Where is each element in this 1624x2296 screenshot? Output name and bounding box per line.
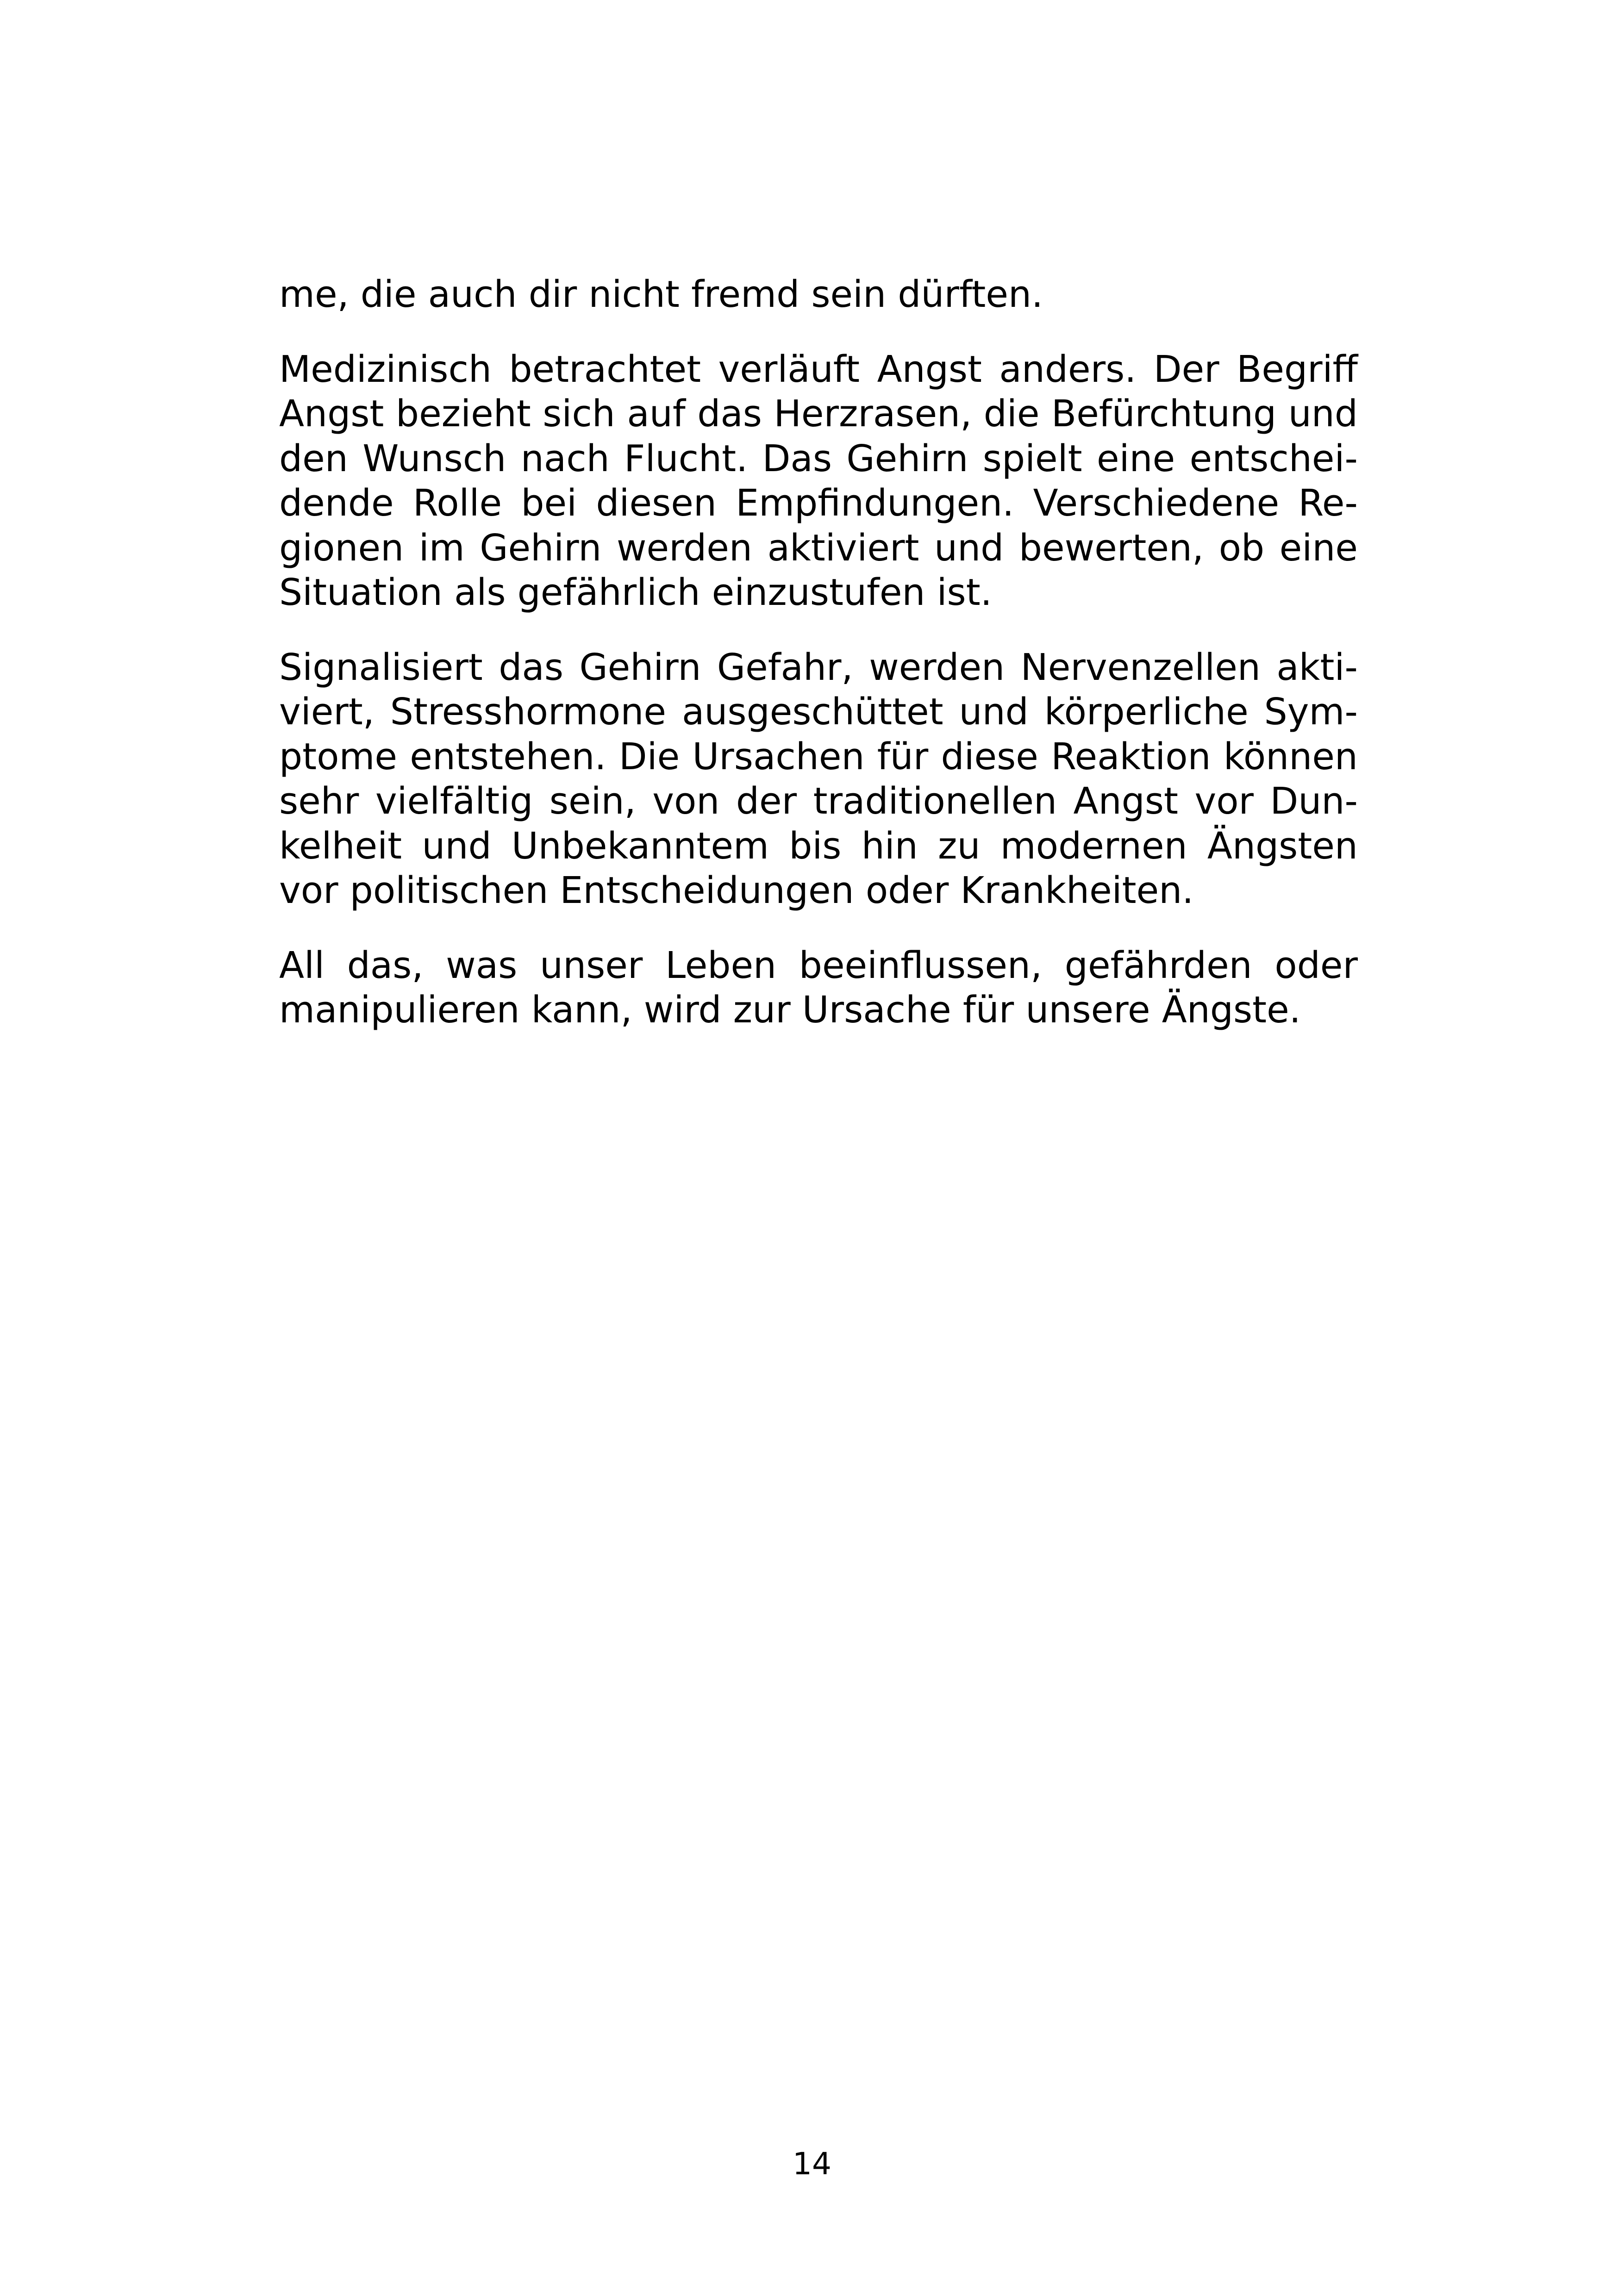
paragraph-brain-signal: [279, 645, 1358, 913]
text-line: kelheit und Unbekanntem bis hin zu modernen Ängsten: [279, 824, 1358, 867]
text-line: Angst bezieht sich auf das Herzrasen, die Befürchtung und: [279, 392, 1358, 435]
text-line: manipulieren kann, wird zur Ursache für unsere Ängste.: [279, 989, 1301, 1031]
text-line: gionen im Gehirn werden aktiviert und bewerten, ob eine: [279, 526, 1358, 569]
text-line: All das, was unser Leben beeinflussen, gefährden oder: [279, 944, 1358, 987]
paragraph-medical-view: [279, 347, 1358, 615]
text-line: Signalisiert das Gehirn Gefahr, werden Nervenzellen akti-: [279, 646, 1358, 689]
text-line: vor politischen Entscheidungen oder Krankheiten.: [279, 869, 1194, 912]
text-line: sehr vielfältig sein, von der traditionellen Angst vor Dun-: [279, 780, 1358, 822]
text-line: dende Rolle bei diesen Empfindungen. Verschiedene Re-: [279, 482, 1358, 524]
text-line: viert, Stresshormone ausgeschüttet und körperliche Sym-: [279, 691, 1358, 733]
text-line: Situation als gefährlich einzustufen ist.: [279, 571, 992, 614]
body-text: [279, 272, 1358, 1033]
text-line: den Wunsch nach Flucht. Das Gehirn spielt eine entschei-: [279, 437, 1358, 480]
text-line: ptome entstehen. Die Ursachen für diese Reaktion können: [279, 735, 1358, 778]
text-line: me, die auch dir nicht fremd sein dürften.: [279, 273, 1043, 316]
paragraph-continuation: [279, 272, 1358, 317]
page-number: 14: [793, 2146, 831, 2182]
paragraph-causes-of-fear: [279, 943, 1358, 1033]
text-line: Medizinisch betrachtet verläuft Angst anders. Der Begriff: [279, 348, 1358, 391]
